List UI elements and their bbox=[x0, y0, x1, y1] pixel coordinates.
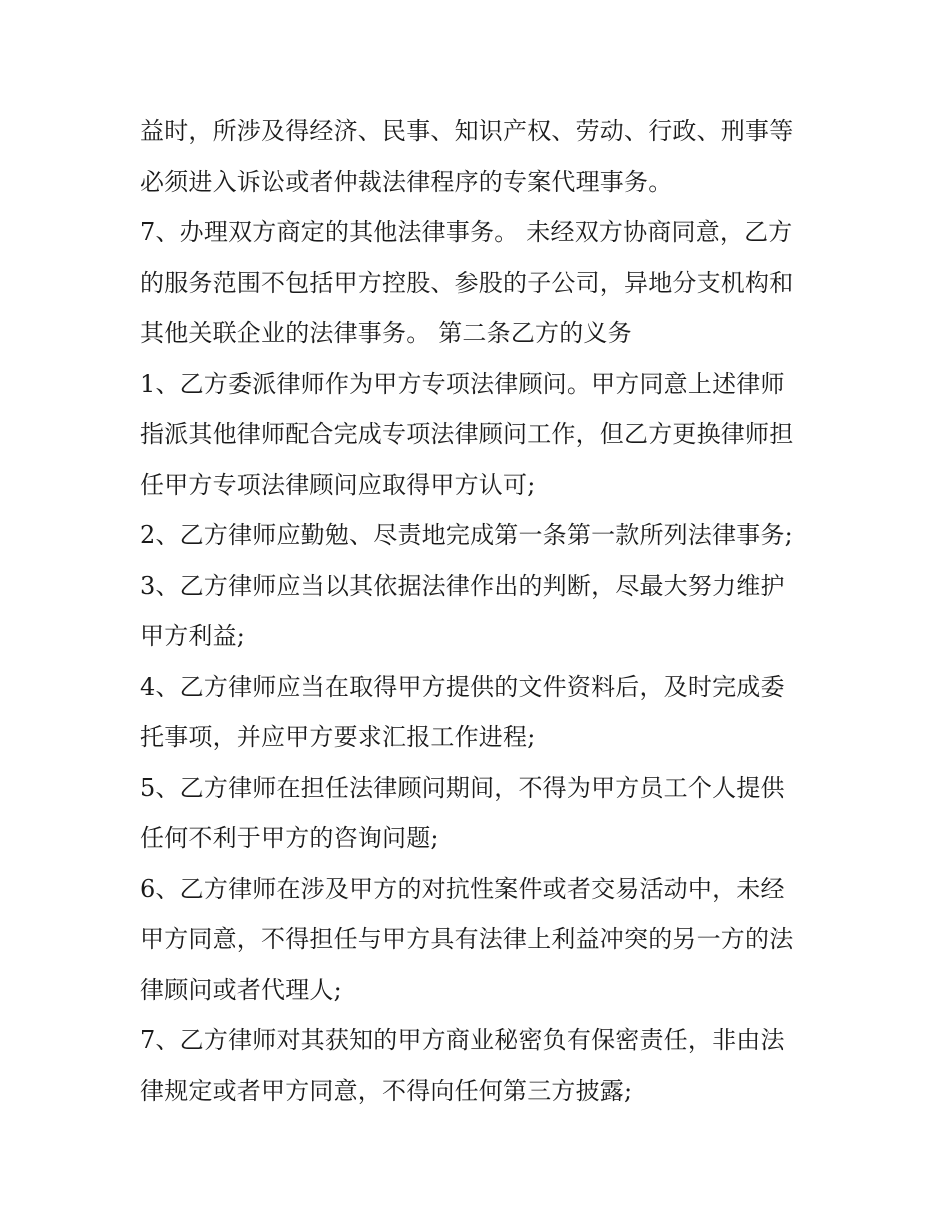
text-line-18: 律顾问或者代理人; bbox=[140, 975, 342, 1004]
text-line-16: 6、乙方律师在涉及甲方的对抗性案件或者交易活动中，未经 bbox=[140, 874, 785, 903]
text-line-1: 益时，所涉及得经济、民事、知识产权、劳动、行政、刑事等 bbox=[140, 117, 794, 145]
text-line-6: 1、乙方委派律师作为甲方专项法律顾问。甲方同意上述律师 bbox=[140, 369, 785, 398]
text-line-12: 4、乙方律师应当在取得甲方提供的文件资料后，及时完成委 bbox=[140, 672, 785, 701]
text-line-20: 律规定或者甲方同意，不得向任何第三方披露; bbox=[140, 1076, 633, 1105]
text-line-4: 的服务范围不包括甲方控股、参股的子公司，异地分支机构和 bbox=[140, 268, 794, 297]
text-line-2: 必须进入诉讼或者仲裁法律程序的专案代理事务。 bbox=[140, 167, 673, 196]
text-line-11: 甲方利益; bbox=[140, 622, 246, 650]
text-line-10: 3、乙方律师应当以其依据法律作出的判断，尽最大努力维护 bbox=[140, 571, 785, 600]
text-line-8: 任甲方专项法律顾问应取得甲方认可; bbox=[140, 470, 536, 499]
text-line-9: 2、乙方律师应勤勉、尽责地完成第一条第一款所列法律事务; bbox=[140, 521, 793, 549]
text-line-19: 7、乙方律师对其获知的甲方商业秘密负有保密责任，非由法 bbox=[140, 1026, 785, 1054]
text-line-17: 甲方同意，不得担任与甲方具有法律上利益冲突的另一方的法 bbox=[140, 925, 794, 953]
text-line-15: 任何不利于甲方的咨询问题; bbox=[140, 824, 439, 852]
text-line-13: 托事项，并应甲方要求汇报工作进程; bbox=[140, 723, 536, 751]
text-line-7: 指派其他律师配合完成专项法律顾问工作，但乙方更换律师担 bbox=[140, 420, 794, 448]
document-body bbox=[140, 106, 820, 1116]
text-line-3: 7、办理双方商定的其他法律事务。 未经双方协商同意，乙方 bbox=[140, 218, 793, 246]
text-line-5: 其他关联企业的法律事务。 第二条乙方的义务 bbox=[140, 319, 632, 347]
text-line-14: 5、乙方律师在担任法律顾问期间，不得为甲方员工个人提供 bbox=[140, 773, 785, 802]
